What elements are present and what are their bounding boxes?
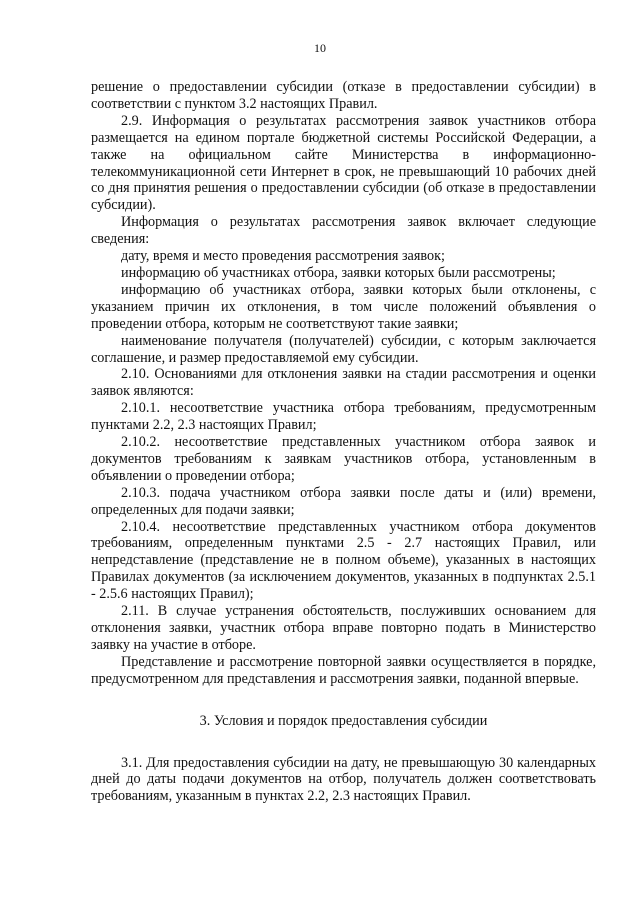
paragraph-2-10-3: 2.10.3. подача участником отбора заявки после даты и (или) времени, определенных для подачи заявки; bbox=[91, 484, 596, 518]
section-heading: 3. Условия и порядок предоставления субсидии bbox=[199, 712, 488, 729]
paragraph-resubmission: Представление и рассмотрение повторной заявки осуществляется в порядке, предусмотренном для представления и рассмотрения заявки, поданной впервые. bbox=[91, 653, 596, 687]
paragraph-2-11: 2.11. В случае устранения обстоятельств, послуживших основанием для отклонения заявки, участник отбора вправе повторно подать в Министерство заявку на участие в отборе. bbox=[91, 603, 596, 653]
list-item-rejected: информацию об участниках отбора, заявки которых были отклонены, с указанием причин их отклонения, в том числе положений объявления о проведении отбора, которым не соответствуют такие заявки; bbox=[91, 281, 596, 332]
paragraph-info-intro: Информация о результатах рассмотрения заявок включает следующие сведения: bbox=[91, 214, 596, 248]
list-item-reviewed: информацию об участниках отбора, заявки которых были рассмотрены; bbox=[121, 264, 556, 281]
list-item-recipient: наименование получателя (получателей) субсидии, с которым заключается соглашение, и размер предоставляемой ему субсидии. bbox=[91, 332, 596, 366]
list-item-date: дату, время и место проведения рассмотрения заявок; bbox=[121, 248, 445, 265]
paragraph-2-10-2: 2.10.2. несоответствие представленных участником отбора заявок и документов требованиям к заявкам участников отбора, установленным в объявлении о проведении отбора; bbox=[91, 434, 596, 484]
paragraph-continuation: решение о предоставлении субсидии (отказе в предоставлении субсидии) в соответствии с пунктом 3.2 настоящих Правил. bbox=[91, 79, 596, 112]
paragraph-2-9: 2.9. Информация о результатах рассмотрения заявок участников отбора размещается на едином портале бюджетной системы Российской Федерации, а также на официальном сайте Министерства в информационно-телекоммуникационной сети Интернет в срок, не превышающий 10 рабочих дней со дня принятия решения о предоставлении субсидии (об отказе в предоставлении субсидии). bbox=[91, 112, 596, 214]
paragraph-2-10: 2.10. Основаниями для отклонения заявки на стадии рассмотрения и оценки заявок являются: bbox=[91, 366, 596, 400]
page-number: 10 bbox=[314, 41, 326, 55]
paragraph-2-10-4: 2.10.4. несоответствие представленных участником отбора документов требованиям, определенным пунктами 2.5 - 2.7 настоящих Правил, или непредставление (представление не в полном объеме), указанных в настоящих Правилах документов (за исключением документов, указанных в подпунктах 2.5.1 - 2.5.6 настоящих Правил); bbox=[91, 518, 596, 603]
paragraph-2-10-1: 2.10.1. несоответствие участника отбора требованиям, предусмотренным пунктами 2.2, 2.3 настоящих Правил; bbox=[91, 400, 596, 434]
paragraph-3-1: 3.1. Для предоставления субсидии на дату, не превышающую 30 календарных дней до даты подачи документов на отбор, получатель должен соответствовать требованиям, указанным в пунктах 2.2, 2.3 настоящих Правил. bbox=[91, 754, 596, 805]
document-body bbox=[91, 79, 596, 805]
